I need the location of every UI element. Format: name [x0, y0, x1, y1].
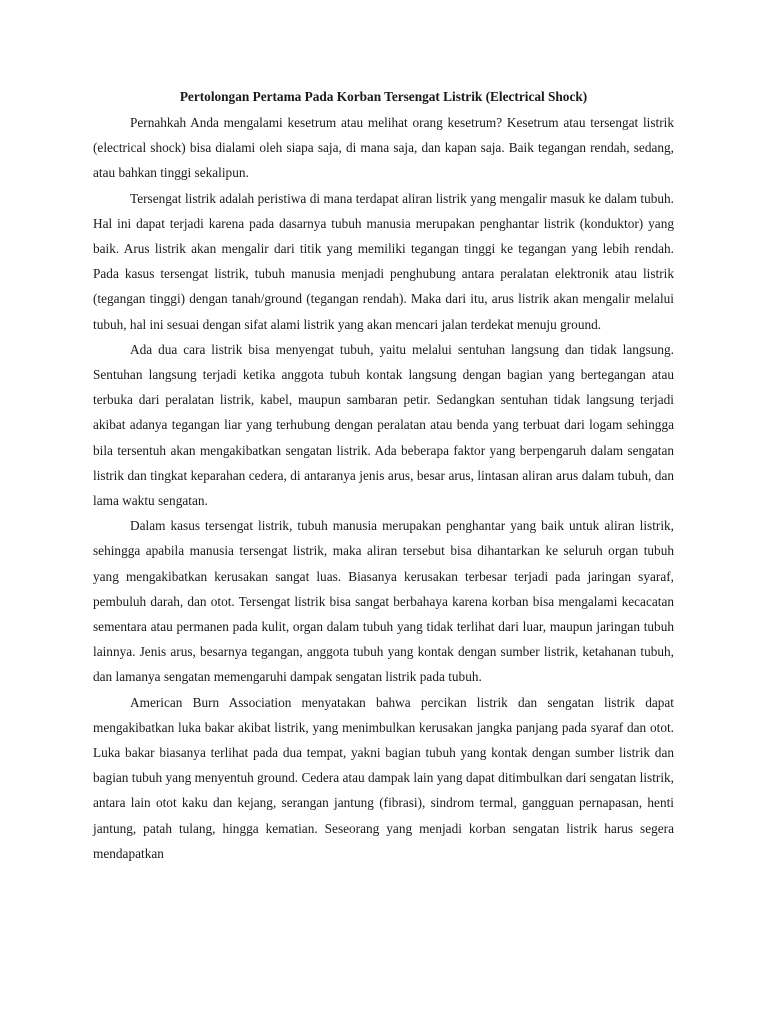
- paragraph-3: Ada dua cara listrik bisa menyengat tubuh, yaitu melalui sentuhan langsung dan tidak langsung. Sentuhan langsung terjadi ketika anggota tubuh kontak langsung dengan bagian yang bertegangan atau terbuka dari peralatan listrik, kabel, maupun sambaran petir. Sedangkan sentuhan tidak langsung terjadi akibat adanya tegangan liar yang terhubung dengan peralatan atau benda yang terbuat dari logam sehingga bila tersentuh akan mengakibatkan sengatan listrik. Ada beberapa faktor yang berpengaruh dalam sengatan listrik dan tingkat keparahan cedera, di antaranya jenis arus, besar arus, lintasan aliran arus dalam tubuh, dan lama waktu sengatan.: [93, 341, 674, 509]
- paragraph-4: Dalam kasus tersengat listrik, tubuh manusia merupakan penghantar yang baik untuk aliran listrik, sehingga apabila manusia tersengat listrik, maka aliran tersebut bisa dihantarkan ke seluruh organ tubuh yang mengakibatkan kerusakan sangat luas. Biasanya kerusakan terbesar terjadi pada jaringan syaraf, pembuluh darah, dan otot. Tersengat listrik bisa sangat berbahaya karena korban bisa mengalami kecacatan sementara atau permanen pada kulit, organ dalam tubuh yang tidak terlihat dari luar, maupun jaringan tubuh lainnya. Jenis arus, besarnya tegangan, anggota tubuh yang kontak dengan sumber listrik, ketahanan tubuh, dan lamanya sengatan memengaruhi dampak sengatan listrik pada tubuh.: [93, 518, 674, 685]
- document-body: [93, 87, 674, 866]
- paragraph-5: American Burn Association menyatakan bahwa percikan listrik dan sengatan listrik dapat mengakibatkan luka bakar akibat listrik, yang menimbulkan kerusakan jangka panjang pada syaraf dan otot. Luka bakar biasanya terlihat pada dua tempat, yakni bagian tubuh yang kontak dengan sumber listrik dan bagian tubuh yang menyentuh ground. Cedera atau dampak lain yang dapat ditimbulkan dari sengatan listrik, antara lain otot kaku dan kejang, serangan jantung (fibrasi), sindrom termal, gangguan pernapasan, henti jantung, patah tulang, hingga kematian. Seseorang yang menjadi korban sengatan listrik harus segera mendapatkan: [93, 694, 674, 861]
- paragraph-1: Pernahkah Anda mengalami kesetrum atau melihat orang kesetrum? Kesetrum atau tersengat listrik (electrical shock) bisa dialami oleh siapa saja, di mana saja, dan kapan saja. Baik tegangan rendah, sedang, atau bahkan tinggi sekalipun.: [93, 115, 674, 181]
- paragraph-2: Tersengat listrik adalah peristiwa di mana terdapat aliran listrik yang mengalir masuk ke dalam tubuh. Hal ini dapat terjadi karena pada dasarnya tubuh manusia merupakan penghantar listrik (konduktor) yang baik. Arus listrik akan mengalir dari titik yang memiliki tegangan tinggi ke tegangan yang lebih rendah. Pada kasus tersengat listrik, tubuh manusia menjadi penghubung antara peralatan elektronik atau listrik (tegangan tinggi) dengan tanah/ground (tegangan rendah). Maka dari itu, arus listrik akan mengalir melalui tubuh, hal ini sesuai dengan sifat alami listrik yang akan mencari jalan terdekat menuju ground.: [93, 190, 674, 332]
- document-title: Pertolongan Pertama Pada Korban Tersengat Listrik (Electrical Shock): [179, 89, 588, 104]
